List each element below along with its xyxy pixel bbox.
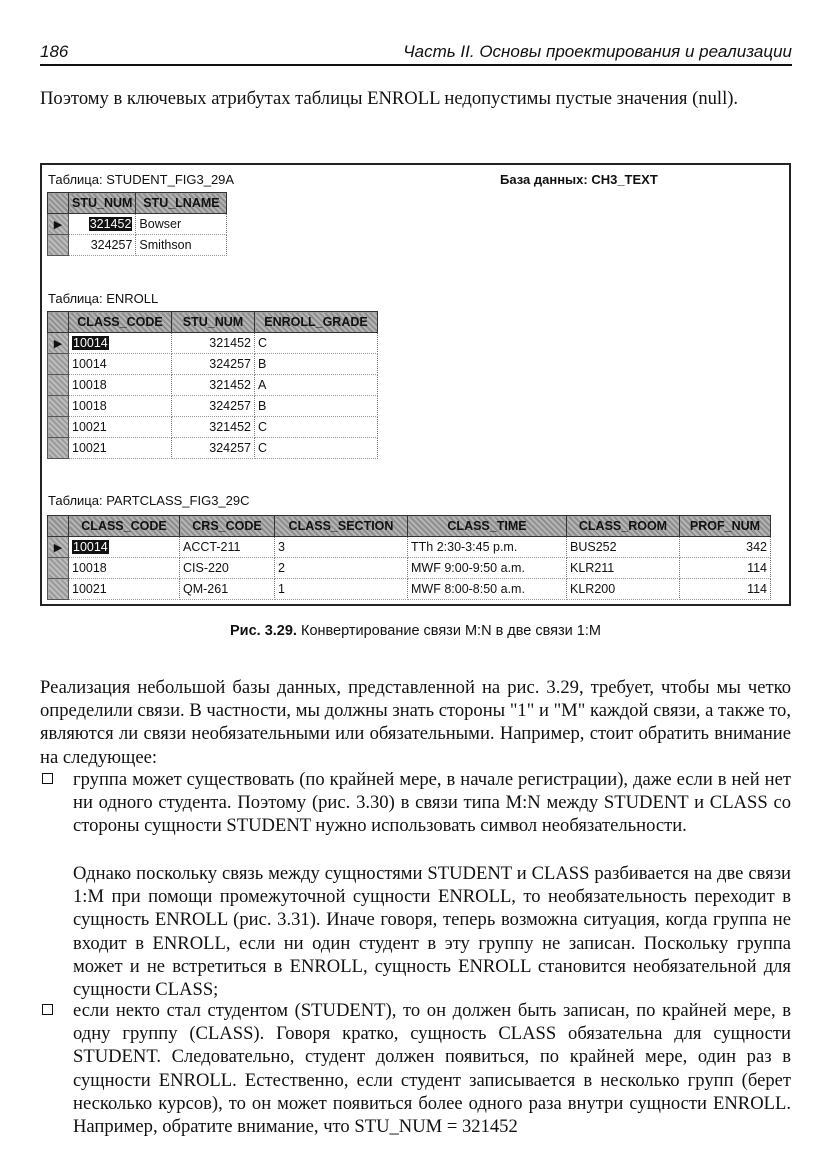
bullet-text: если некто стал студентом (STUDENT), то он должен быть записан, по крайней мере, в одну группу (CLASS). Говоря кратко, сущность CLASS обязательна для сущности STUDENT. Следовательно, студент должен появиться, по крайней мере, один раз в сущности ENROLL. Естественно, если студент записывается в несколько групп (берет несколько курсов), то он может появиться более одного раза внутри сущности ENROLL. Например, обратите внимание, что STU_NUM = 321452: [73, 1000, 791, 1138]
bullet-box-icon: [42, 773, 53, 784]
table-row[interactable]: [48, 396, 378, 417]
class-code-cell[interactable]: 10018: [69, 375, 172, 396]
grade-cell[interactable]: C: [255, 438, 378, 459]
stu-lname-cell[interactable]: Smithson: [136, 235, 227, 256]
database-label: База данных: CH3_TEXT: [500, 172, 658, 187]
figure-3-29: [40, 163, 791, 606]
stu-num-cell[interactable]: 324257: [69, 235, 136, 256]
table-row[interactable]: [48, 235, 227, 256]
row-selector[interactable]: [48, 558, 69, 579]
section-cell[interactable]: 2: [275, 558, 408, 579]
column-header: CLASS_CODE: [69, 516, 180, 537]
time-cell[interactable]: MWF 9:00-9:50 a.m.: [408, 558, 567, 579]
student-table-title: Таблица: STUDENT_FIG3_29A: [48, 172, 235, 187]
row-selector[interactable]: [48, 375, 69, 396]
table-row[interactable]: [48, 375, 378, 396]
body-paragraph: Реализация небольшой базы данных, представленной на рис. 3.29, требует, чтобы мы четко определили связи. В частности, мы должны знать стороны "1" и "M" каждой связи, а также то, являются ли связи необязательными или обязательными. Например, стоит обратить внимание на следующее:: [40, 677, 791, 768]
column-header: STU_NUM: [69, 193, 136, 214]
row-selector[interactable]: [48, 579, 69, 600]
class-code-cell[interactable]: 10021: [69, 417, 172, 438]
stu-num-cell[interactable]: 324257: [172, 396, 255, 417]
intro-paragraph: Поэтому в ключевых атрибутах таблицы ENROLL недопустимы пустые значения (null).: [40, 88, 739, 109]
row-selector[interactable]: [48, 354, 69, 375]
room-cell[interactable]: KLR200: [567, 579, 680, 600]
table-row[interactable]: [48, 333, 378, 354]
row-selector[interactable]: [48, 396, 69, 417]
row-pointer-icon[interactable]: ▶: [48, 214, 69, 235]
column-header: CLASS_SECTION: [275, 516, 408, 537]
stu-num-cell[interactable]: 321452: [172, 375, 255, 396]
class-table-title: Таблица: PARTCLASS_FIG3_29C: [48, 493, 250, 508]
grade-cell[interactable]: C: [255, 333, 378, 354]
page-header: [40, 38, 792, 66]
stu-num-cell[interactable]: 321452: [172, 333, 255, 354]
class-code-cell[interactable]: 10014: [73, 540, 108, 554]
class-code-cell[interactable]: 10014: [69, 354, 172, 375]
enroll-table-title: Таблица: ENROLL: [48, 291, 159, 306]
caption-number: Рис. 3.29.: [230, 623, 297, 639]
enroll-table: [47, 311, 378, 459]
table-row[interactable]: [48, 438, 378, 459]
caption-text: Конвертирование связи M:N в две связи 1:M: [301, 623, 601, 639]
time-cell[interactable]: MWF 8:00-8:50 a.m.: [408, 579, 567, 600]
column-header: CLASS_ROOM: [567, 516, 680, 537]
bullet-item: [40, 768, 791, 838]
class-code-cell[interactable]: 10018: [69, 396, 172, 417]
time-cell[interactable]: TTh 2:30-3:45 p.m.: [408, 537, 567, 558]
table-row[interactable]: [48, 214, 227, 235]
grade-cell[interactable]: A: [255, 375, 378, 396]
prof-num-cell[interactable]: 342: [680, 537, 771, 558]
class-code-cell[interactable]: 10021: [69, 579, 180, 600]
column-header: ENROLL_GRADE: [255, 312, 378, 333]
grade-cell[interactable]: C: [255, 417, 378, 438]
running-head: Часть II. Основы проектирования и реализации: [403, 42, 792, 61]
column-header: PROF_NUM: [680, 516, 771, 537]
stu-num-cell[interactable]: 321452: [172, 417, 255, 438]
grade-cell[interactable]: B: [255, 354, 378, 375]
bullet-continuation: Однако поскольку связь между сущностями STUDENT и CLASS разбивается на две связи 1:M при помощи промежуточной сущности ENROLL, то необязательность переходит в сущность ENROLL (рис. 3.31). Иначе говоря, теперь возможна ситуация, когда группа не входит в ENROLL, если ни один студент в эту группу не записан. Поскольку группа может и не встретиться в ENROLL, сущность ENROLL становится необязательной для сущности CLASS;: [73, 863, 791, 1001]
row-pointer-icon[interactable]: ▶: [48, 333, 69, 354]
section-cell[interactable]: 3: [275, 537, 408, 558]
table-row[interactable]: [48, 579, 771, 600]
room-cell[interactable]: KLR211: [567, 558, 680, 579]
table-row[interactable]: [48, 558, 771, 579]
stu-lname-cell[interactable]: Bowser: [136, 214, 227, 235]
column-header: CRS_CODE: [180, 516, 275, 537]
partclass-table: [47, 515, 771, 600]
row-selector[interactable]: [48, 235, 69, 256]
bullet-item: [40, 999, 791, 1138]
section-cell[interactable]: 1: [275, 579, 408, 600]
student-table: [47, 192, 227, 256]
prof-num-cell[interactable]: 114: [680, 558, 771, 579]
class-code-cell[interactable]: 10021: [69, 438, 172, 459]
row-selector[interactable]: [48, 438, 69, 459]
row-selector-header: [48, 193, 69, 214]
class-code-cell[interactable]: 10014: [73, 336, 108, 350]
page-number: 186: [40, 42, 69, 61]
table-row[interactable]: [48, 354, 378, 375]
row-selector-header: [48, 516, 69, 537]
row-selector[interactable]: [48, 417, 69, 438]
crs-code-cell[interactable]: ACCT-211: [180, 537, 275, 558]
stu-num-cell[interactable]: 321452: [89, 217, 132, 231]
bullet-box-icon: [42, 1004, 53, 1015]
column-header: STU_NUM: [172, 312, 255, 333]
column-header: CLASS_TIME: [408, 516, 567, 537]
class-code-cell[interactable]: 10018: [69, 558, 180, 579]
row-pointer-icon[interactable]: ▶: [48, 537, 69, 558]
column-header: STU_LNAME: [136, 193, 227, 214]
stu-num-cell[interactable]: 324257: [172, 438, 255, 459]
crs-code-cell[interactable]: CIS-220: [180, 558, 275, 579]
bullet-text: группа может существовать (по крайней мере, в начале регистрации), даже если в ней нет ни одного студента. Поэтому (рис. 3.30) в связи типа M:N между STUDENT и CLASS со стороны сущности STUDENT нужно использовать символ необязательности.: [73, 769, 791, 837]
crs-code-cell[interactable]: QM-261: [180, 579, 275, 600]
table-row[interactable]: [48, 417, 378, 438]
column-header: CLASS_CODE: [69, 312, 172, 333]
stu-num-cell[interactable]: 324257: [172, 354, 255, 375]
prof-num-cell[interactable]: 114: [680, 579, 771, 600]
grade-cell[interactable]: B: [255, 396, 378, 417]
room-cell[interactable]: BUS252: [567, 537, 680, 558]
table-row[interactable]: [48, 537, 771, 558]
figure-caption: [40, 623, 791, 639]
row-selector-header: [48, 312, 69, 333]
